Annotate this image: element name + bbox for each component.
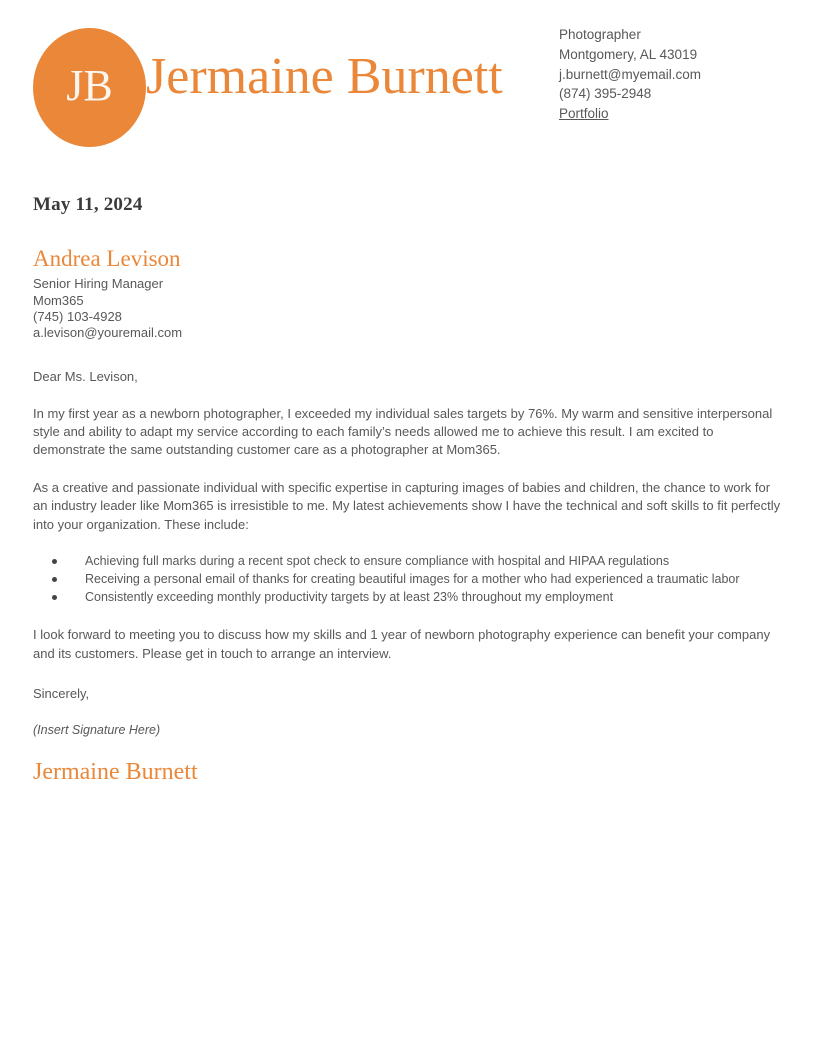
list-item: Consistently exceeding monthly productivity targets by at least 23% throughout my employment — [33, 588, 783, 606]
recipient-title: Senior Hiring Manager — [33, 276, 164, 292]
achievements-list — [33, 552, 783, 607]
contact-job-title: Photographer — [559, 27, 641, 42]
recipient-block — [33, 246, 783, 342]
monogram-initials: JB — [66, 60, 113, 110]
recipient-phone: (745) 103-4928 — [33, 309, 122, 325]
closing-salutation: Sincerely, — [33, 685, 90, 701]
recipient-email: a.levison@youremail.com — [33, 325, 183, 341]
contact-location: Montgomery, AL 43019 — [559, 46, 698, 62]
applicant-name-heading: Jermaine Burnett — [146, 48, 503, 105]
contact-phone: (874) 395-2948 — [559, 86, 652, 102]
contact-info-block — [559, 25, 759, 124]
letter-header — [33, 0, 783, 150]
portfolio-link[interactable]: Portfolio — [559, 106, 609, 122]
recipient-name: Andrea Levison — [33, 246, 181, 271]
list-item: Receiving a personal email of thanks for creating beautiful images for a mother who had experienced a traumatic labor — [33, 570, 783, 588]
body-paragraph-1: In my first year as a newborn photographer, I exceeded my individual sales targets by 76%. My warm and sensitive interpersonal style and ability to adapt my service according to each family’s needs allowed me to achieve this result. I am excited to demonstrate the same outstanding customer care as a photographer at Mom365. — [33, 405, 773, 458]
letter-date: May 11, 2024 — [33, 194, 143, 215]
contact-email[interactable]: j.burnett@myemail.com — [559, 66, 701, 82]
signature-placeholder: (Insert Signature Here) — [33, 723, 161, 738]
recipient-company: Mom365 — [33, 292, 84, 308]
body-paragraph-3: I look forward to meeting you to discuss how my skills and 1 year of newborn photography experience can benefit your company and its customers. Please get in touch to arrange an interview. — [33, 627, 771, 661]
body-paragraph-2: As a creative and passionate individual with specific expertise in capturing images of babies and children, the chance to work for an industry leader like Mom365 is irresistible to me. My latest achievements show I have the technical and soft skills to fit perfectly into your organization. These include: — [33, 480, 781, 532]
letter-body — [33, 194, 783, 787]
monogram-logo — [33, 28, 146, 147]
salutation: Dear Ms. Levison, — [33, 368, 138, 384]
signature-name: Jermaine Burnett — [33, 759, 198, 786]
list-item: Achieving full marks during a recent spot check to ensure compliance with hospital and HIPAA regulations — [33, 552, 783, 570]
